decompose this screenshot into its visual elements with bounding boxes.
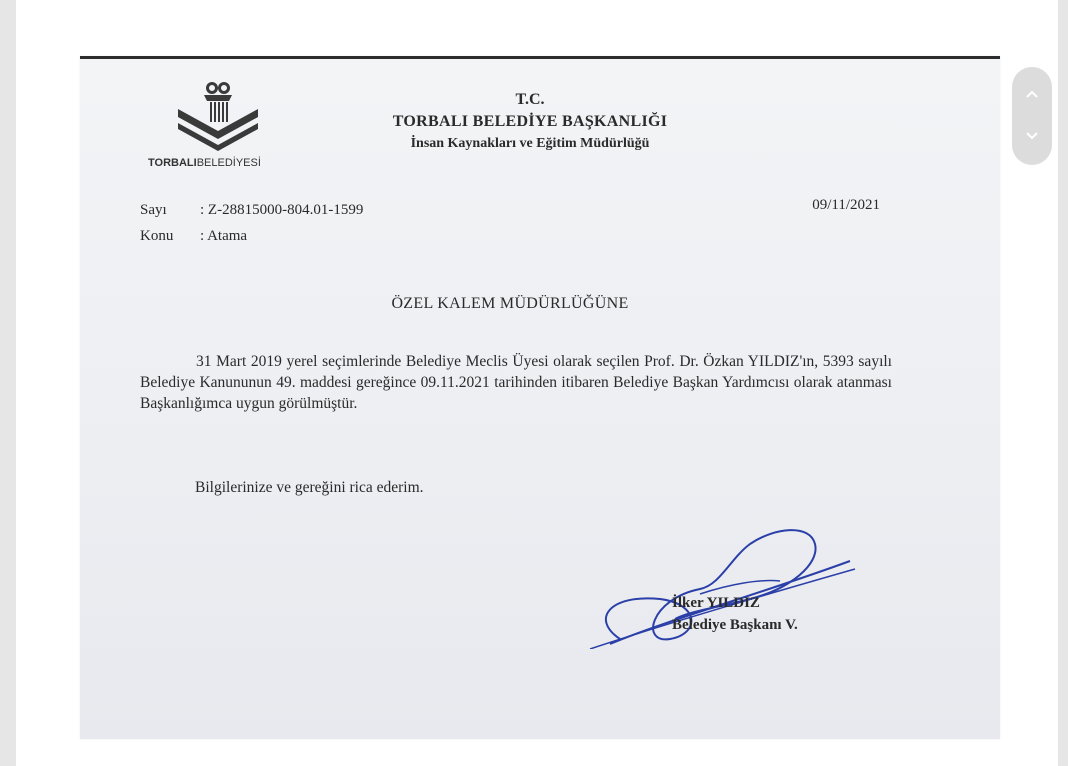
- subject-row: [140, 223, 363, 249]
- konu-label: Konu: [140, 228, 174, 244]
- konu-value: : Atama: [200, 228, 248, 244]
- sayi-label: Sayı: [140, 202, 167, 218]
- chevron-up-icon: [1024, 87, 1040, 103]
- chevron-down-icon: [1024, 127, 1040, 143]
- right-gutter: [1058, 0, 1068, 766]
- header-department: İnsan Kaynakları ve Eğitim Müdürlüğü: [410, 136, 650, 151]
- municipality-logo: [144, 79, 304, 179]
- recipient-heading: ÖZEL KALEM MÜDÜRLÜĞÜNE: [391, 295, 629, 312]
- page-scroll-control: [1012, 67, 1052, 165]
- header-tc: T.C.: [515, 91, 545, 108]
- letter-body: 31 Mart 2019 yerel seçimlerinde Belediye Meclis Üyesi olarak seçilen Prof. Dr. Özkan YILDIZ'ın, 5393 sayılı Belediye Kanununun 49. maddesi gereğince 09.11.2021 tarihinden itibaren Belediye Başkan Yardımcısı olarak atanması Başkanlığımca uygun görülmüştür.: [140, 353, 892, 412]
- sayi-value: : Z-28815000-804.01-1599: [200, 202, 364, 218]
- signer-name: İlker YILDIZ: [672, 595, 760, 611]
- document-page: [80, 56, 1000, 739]
- signer-title: Belediye Başkanı V.: [672, 617, 798, 633]
- left-gutter: [0, 0, 16, 766]
- letterhead: [350, 89, 710, 155]
- scroll-up-button[interactable]: [1012, 75, 1052, 115]
- scroll-down-button[interactable]: [1012, 115, 1052, 155]
- letter-meta: [140, 197, 363, 249]
- closing-line: Bilgilerinize ve gereğini rica ederim.: [195, 479, 424, 496]
- header-institution: TORBALI BELEDİYE BAŞKANLIĞI: [392, 113, 668, 130]
- reference-number-row: [140, 197, 363, 223]
- letter-date: 09/11/2021: [812, 197, 880, 213]
- signer-block: [672, 592, 798, 636]
- logo-emblem-icon: [174, 79, 264, 157]
- logo-wordmark: TORBALIBELEDİYESİ: [148, 157, 261, 169]
